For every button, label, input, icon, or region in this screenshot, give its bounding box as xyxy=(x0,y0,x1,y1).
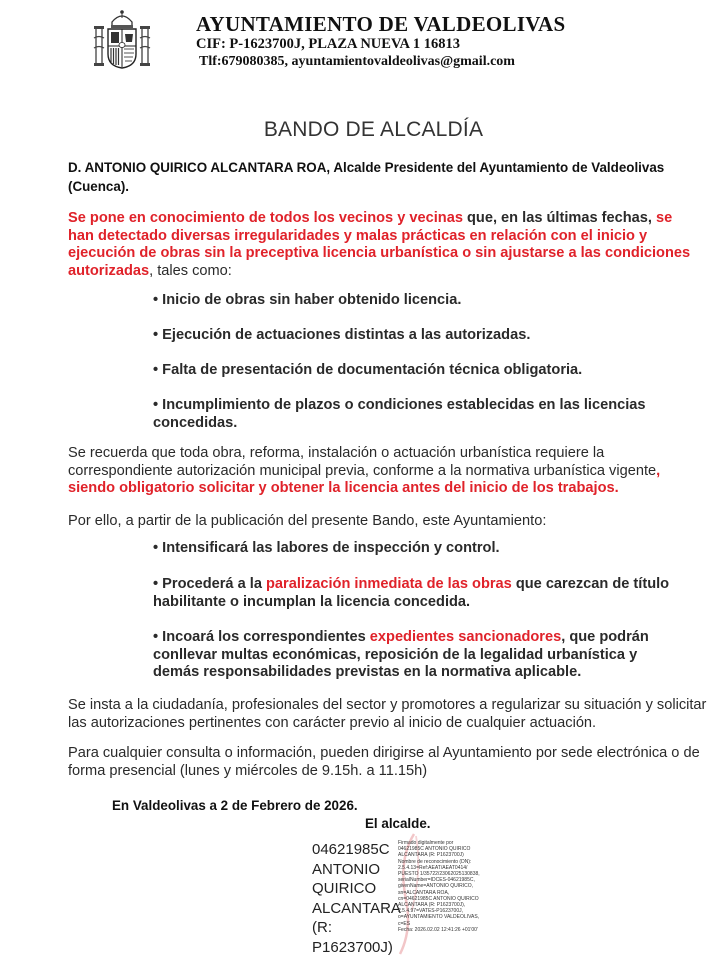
date-line: En Valdeolivas a 2 de Febrero de 2026. xyxy=(112,798,358,813)
signer-id-line: 04621985C xyxy=(312,841,390,858)
signature-detail-line: c=ES xyxy=(398,920,411,927)
digital-signature xyxy=(312,840,522,955)
cif-address: CIF: P-1623700J, PLAZA NUEVA 1 16813 xyxy=(196,36,460,52)
signature-detail-line: sn=ALCANTARA ROA, xyxy=(398,889,450,896)
contact-paragraph: Para cualquier consulta o información, pueden dirigirse al Ayuntamiento por sede electrónica o de forma presencial (lunes y miércoles de 9.15h. a 11.15h) xyxy=(68,745,700,779)
highlight-text: , siendo obligatorio solicitar y obtener la licencia antes del inicio de los trabajos. xyxy=(68,462,661,497)
list-item xyxy=(153,576,673,611)
list-item xyxy=(153,540,693,558)
highlight-text: se han detectado diversas irregularidades y malas prácticas en relación con el inicio y ejecución de obras sin la preceptiva licencia urbanística o sin ajustarse a las condiciones autorizadas xyxy=(68,210,691,279)
signature-detail-line: givenName=ANTONIO QUIRICO, xyxy=(398,883,474,890)
signature-detail-line: cn=04621985C ANTONIO QUIRICO xyxy=(398,895,479,902)
signer-title: El alcalde. xyxy=(365,816,431,831)
list-item: • Falta de presentación de documentación técnica obligatoria. xyxy=(153,362,583,378)
signature-detail-line: Nombre de reconocimiento (DN): xyxy=(398,858,472,865)
signature-detail-line: PUESTO 1/35722/23062025130838, xyxy=(398,871,480,878)
body-text: Se recuerda que toda obra, reforma, instalación o actuación urbanística requiere la correspondiente autorización municipal previa, conforme a la normativa urbanística vigente xyxy=(68,445,657,479)
list-item: • Inicio de obras sin haber obtenido licencia. xyxy=(153,292,462,308)
highlight-text: paralización inmediata de las obras xyxy=(266,576,512,592)
signer-id-line: ALCANTARA xyxy=(312,899,401,917)
signer-id-line: QUIRICO xyxy=(312,880,377,897)
list-item-text: , que podrán conllevar multas económicas, reposición de la legalidad urbanística y demás responsabilidades previstas en la normativa aplicable. xyxy=(153,629,649,681)
urge-paragraph: Se insta a la ciudadanía, profesionales del sector y promotores a regularizar su situación y solicitar las autorizaciones pertinentes con carácter previo al inicio de cualquier actuación. xyxy=(68,697,707,731)
signature-detail-line: o=AYUNTAMIENTO VALDEOLIVAS, xyxy=(398,914,480,921)
signature-detail-line: 2.5.4.97=VATES-P1623700J, xyxy=(398,908,463,915)
contact-info: Tlf:679080385, ayuntamientovaldeolivas@gmail.com xyxy=(199,54,515,69)
spain-coat-of-arms-icon xyxy=(92,8,152,70)
list-item: • Incumplimiento de plazos o condiciones establecidas en las licencias concedidas. xyxy=(153,397,646,431)
list-item-text: que carezcan de título habilitante o incumplan la licencia concedida. xyxy=(153,576,670,610)
highlight-text: expedientes sancionadores xyxy=(369,629,562,645)
notice-paragraph xyxy=(68,210,702,280)
signature-detail-line: ALCANTARA (R: P1623700J), xyxy=(398,902,466,909)
signature-detail-line: serialNumber=IDCES-04621985C, xyxy=(398,877,475,884)
signature-detail-line: Firmado digitalmente por xyxy=(398,840,454,846)
list-item: • Ejecución de actuaciones distintas a las autorizadas. xyxy=(153,327,531,343)
document-title: BANDO DE ALCALDÍA xyxy=(263,118,484,141)
actions-intro: Por ello, a partir de la publicación del presente Bando, este Ayuntamiento: xyxy=(68,513,547,529)
reminder-paragraph xyxy=(68,445,708,498)
list-item-text: • Incoará los correspondientes xyxy=(153,629,370,645)
body-text: que, en las últimas fechas, xyxy=(462,210,656,226)
signer-id-line: ANTONIO xyxy=(312,860,381,878)
list-item xyxy=(153,629,653,682)
signature-detail-line: 2.5.4.13=Ref:AEAT/AEAT0414/ xyxy=(398,864,468,871)
body-text: , tales como: xyxy=(149,262,232,279)
signature-detail-line: Fecha: 2026.02.02 12:41:26 +01'00' xyxy=(398,926,478,933)
signature-details xyxy=(398,840,528,933)
municipality-name: AYUNTAMIENTO DE VALDEOLIVAS xyxy=(196,12,566,36)
mayor-intro: D. ANTONIO QUIRICO ALCANTARA ROA, Alcalde Presidente del Ayuntamiento de Valdeolivas (Cuenca). xyxy=(68,160,665,194)
signature-detail-line: 04621985C ANTONIO QUIRICO xyxy=(398,846,471,853)
signer-id xyxy=(312,840,407,955)
list-item-text: • Procederá a la xyxy=(153,576,267,592)
letterhead xyxy=(92,8,652,78)
signer-id-line: P1623700J) xyxy=(312,938,393,955)
highlight-text: Se pone en conocimiento de todos los vecinos y vecinas xyxy=(68,210,463,226)
letterhead-text xyxy=(196,12,566,70)
signer-id-line: (R: xyxy=(312,919,332,936)
signature-detail-line: ALCANTARA (R: P1623700J) xyxy=(398,852,464,859)
list-item-text: • Intensificará las labores de inspección y control. xyxy=(153,540,500,556)
